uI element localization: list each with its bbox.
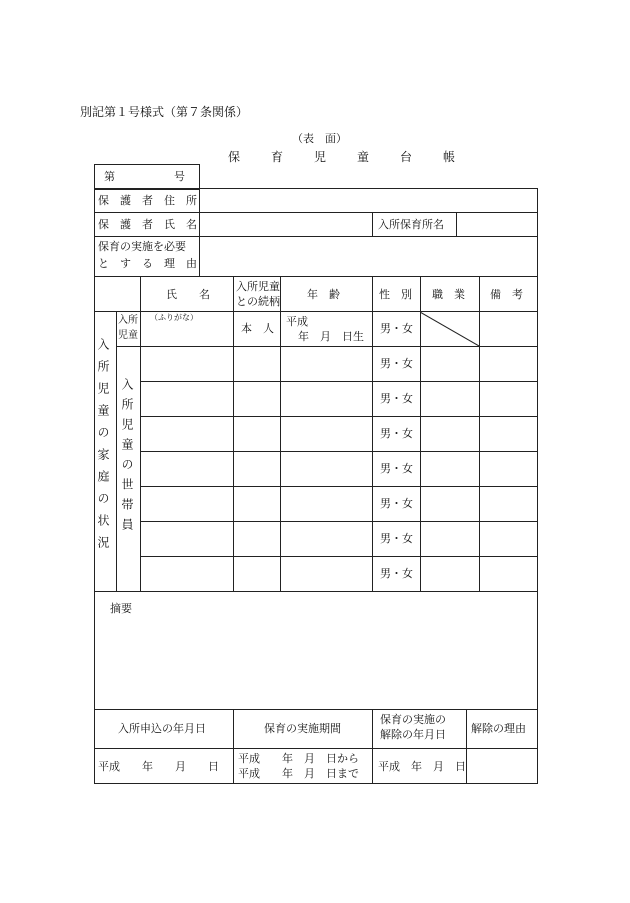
family-situation-label: 入所児童の家庭の状況	[96, 338, 110, 558]
column-header-remarks: 備 考	[490, 288, 523, 301]
release-date-header-line1: 保育の実施の	[380, 713, 446, 726]
column-divider	[116, 311, 117, 591]
column-divider	[372, 212, 373, 236]
guardian-name-label: 保 護 者 氏 名	[98, 218, 197, 231]
period-to: 平成 年 月 日まで	[238, 767, 359, 780]
sex-option: 男・女	[380, 462, 413, 475]
birth-era: 平成	[286, 315, 308, 328]
row-divider	[94, 748, 538, 749]
column-header-age: 年 齢	[307, 288, 340, 301]
household-members-label: 入所児童の世帯員	[120, 378, 134, 538]
column-divider	[466, 709, 467, 784]
birth-date-field: 年 月 日生	[298, 330, 364, 343]
row-divider	[116, 346, 538, 347]
sex-option: 男・女	[380, 357, 413, 370]
facility-name-label: 入所保育所名	[378, 218, 444, 231]
number-label-prefix: 第	[104, 170, 115, 183]
number-label-suffix: 号	[174, 170, 185, 183]
child-label-line2: 児童	[118, 330, 138, 341]
column-divider	[280, 276, 281, 591]
summary-label: 摘要	[110, 602, 132, 615]
row-divider	[94, 236, 538, 237]
sex-option: 男・女	[380, 427, 413, 440]
sex-option: 男・女	[380, 322, 413, 335]
column-divider	[372, 709, 373, 784]
period-header: 保育の実施期間	[264, 722, 341, 735]
relation-self: 本 人	[241, 322, 274, 335]
sex-option: 男・女	[380, 567, 413, 580]
period-from: 平成 年 月 日から	[238, 752, 359, 765]
guardian-address-label: 保 護 者 住 所	[98, 194, 197, 207]
form-title: 保育児童台帳	[228, 150, 487, 164]
column-divider	[199, 188, 200, 276]
column-divider	[233, 709, 234, 784]
column-header-name: 氏 名	[166, 288, 210, 301]
column-divider	[372, 276, 373, 591]
sex-option: 男・女	[380, 392, 413, 405]
form-side-label: （表 面）	[292, 132, 347, 145]
row-divider	[94, 591, 538, 592]
column-divider	[479, 276, 480, 591]
furigana-label: （ふりがな）	[150, 313, 198, 322]
reason-label-line2: と す る 理 由	[98, 257, 197, 270]
sex-option: 男・女	[380, 497, 413, 510]
not-applicable-slash	[420, 312, 479, 346]
child-label-line1: 入所	[118, 315, 138, 326]
row-divider	[94, 709, 538, 710]
row-divider	[94, 212, 538, 213]
sex-option: 男・女	[380, 532, 413, 545]
column-header-relation-line2: との続柄	[236, 295, 280, 308]
row-divider	[94, 276, 538, 277]
reason-label-line1: 保育の実施を必要	[98, 240, 186, 253]
column-divider	[140, 276, 141, 591]
release-reason-header: 解除の理由	[471, 722, 526, 735]
column-divider	[456, 212, 457, 236]
form-number-header: 別記第１号様式（第７条関係）	[80, 105, 249, 119]
release-date-header-line2: 解除の年月日	[380, 728, 446, 741]
release-date-value: 平成 年 月 日	[378, 760, 466, 773]
column-header-relation-line1: 入所児童	[236, 280, 280, 293]
column-header-sex: 性 別	[379, 288, 412, 301]
column-header-occupation: 職 業	[432, 288, 465, 301]
admission-date-header: 入所申込の年月日	[118, 722, 206, 735]
admission-date-value: 平成 年 月 日	[98, 760, 219, 773]
column-divider	[233, 276, 234, 591]
